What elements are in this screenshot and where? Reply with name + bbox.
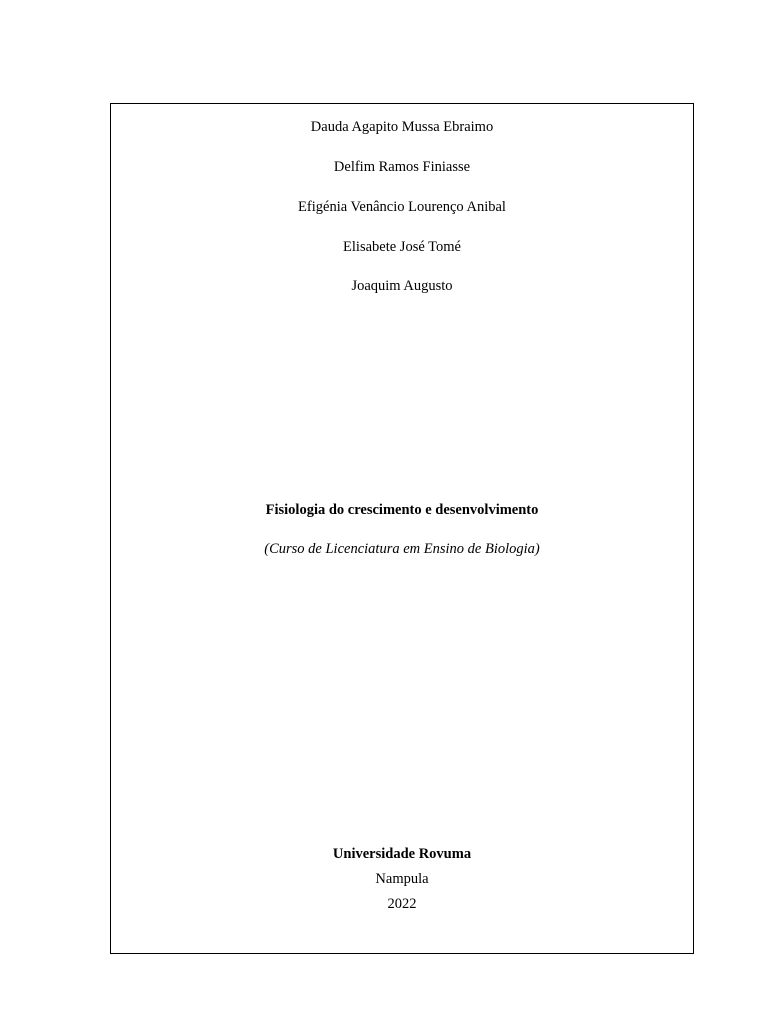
page-border-frame [110,103,694,954]
author-name: Elisabete José Tomé [343,239,461,255]
author-name: Joaquim Augusto [351,278,453,294]
document-title: Fisiologia do crescimento e desenvolvimento [265,502,539,518]
city-name: Nampula [375,871,429,887]
author-name: Delfim Ramos Finiasse [333,159,471,175]
document-subtitle: (Curso de Licenciatura em Ensino de Biologia) [264,541,540,557]
institution-name: Universidade Rovuma [332,846,472,862]
author-name: Efigénia Venâncio Lourenço Anibal [298,199,506,215]
year: 2022 [387,896,417,912]
author-name: Dauda Agapito Mussa Ebraimo [310,119,494,135]
